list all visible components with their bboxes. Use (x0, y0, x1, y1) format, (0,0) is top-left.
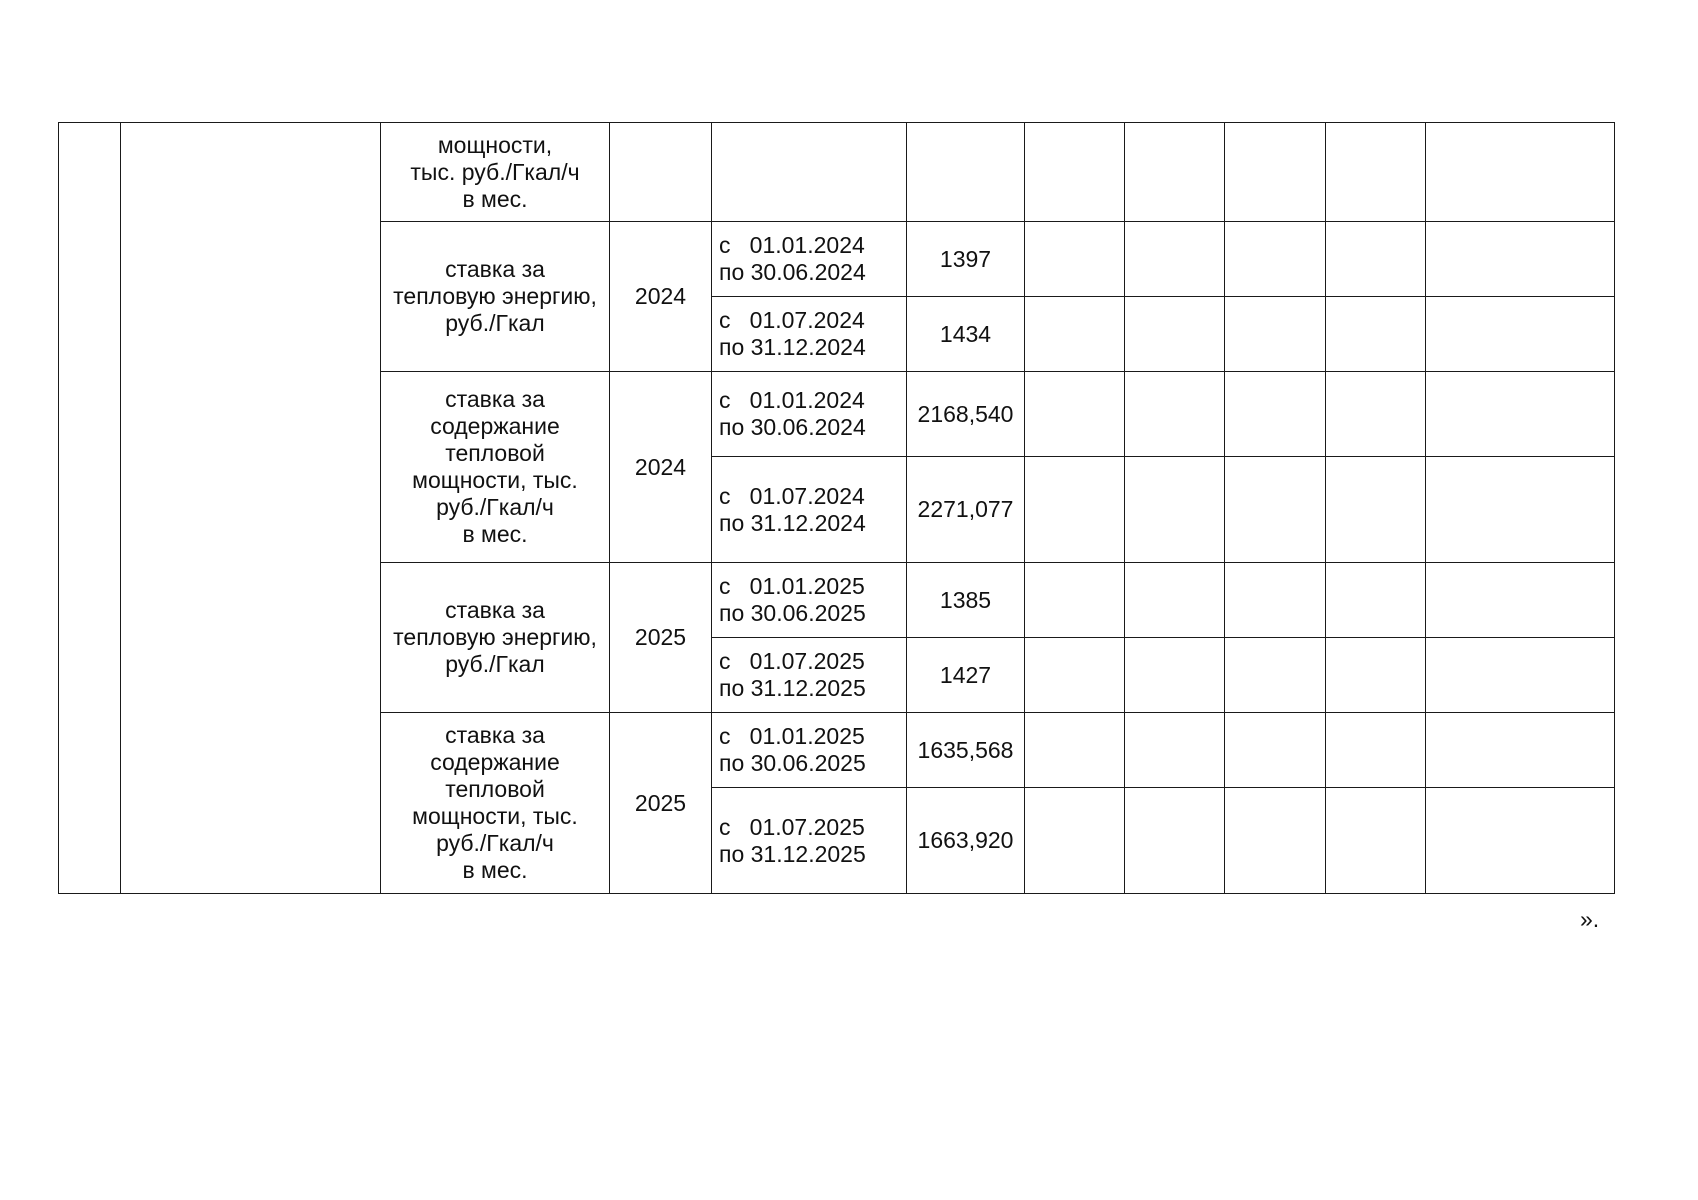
empty-cell (1326, 222, 1426, 297)
value-cell: 1635,568 (907, 713, 1025, 788)
period-cell: с 01.07.2024 по 31.12.2024 (712, 297, 907, 372)
empty-cell (1426, 123, 1615, 222)
row-number-cell (59, 123, 121, 894)
empty-cell (1426, 638, 1615, 713)
tariff-table-body (59, 123, 1615, 894)
empty-cell (1025, 123, 1125, 222)
tariff-cell: ставка за содержание тепловой мощности, тыс. руб./Гкал/ч в мес. (381, 372, 610, 563)
period-cell: с 01.07.2024 по 31.12.2024 (712, 457, 907, 563)
empty-cell (1225, 788, 1326, 894)
year-cell: 2024 (610, 372, 712, 563)
empty-cell (1326, 297, 1426, 372)
empty-cell (1426, 788, 1615, 894)
value-cell: 1385 (907, 563, 1025, 638)
empty-cell (1326, 457, 1426, 563)
value-cell: 1427 (907, 638, 1025, 713)
empty-cell (1426, 563, 1615, 638)
empty-cell (1426, 713, 1615, 788)
empty-cell (1225, 563, 1326, 638)
empty-cell (1225, 638, 1326, 713)
empty-cell (1125, 123, 1225, 222)
empty-cell (1125, 638, 1225, 713)
year-cell: 2025 (610, 713, 712, 894)
period-cell: с 01.01.2024 по 30.06.2024 (712, 222, 907, 297)
period-cell: с 01.01.2025 по 30.06.2025 (712, 713, 907, 788)
organization-cell (121, 123, 381, 894)
year-cell (610, 123, 712, 222)
closing-quote-mark: ». (1580, 906, 1600, 932)
empty-cell (1426, 297, 1615, 372)
empty-cell (1326, 563, 1426, 638)
empty-cell (1225, 123, 1326, 222)
value-cell: 1397 (907, 222, 1025, 297)
table-row (59, 123, 1615, 222)
period-cell (712, 123, 907, 222)
empty-cell (1326, 713, 1426, 788)
empty-cell (1025, 788, 1125, 894)
year-cell: 2024 (610, 222, 712, 372)
period-cell: с 01.01.2025 по 30.06.2025 (712, 563, 907, 638)
value-cell: 2168,540 (907, 372, 1025, 457)
value-cell: 1434 (907, 297, 1025, 372)
empty-cell (1025, 372, 1125, 457)
empty-cell (1025, 638, 1125, 713)
empty-cell (1125, 713, 1225, 788)
tariff-cell: ставка за тепловую энергию, руб./Гкал (381, 222, 610, 372)
empty-cell (1326, 372, 1426, 457)
tariff-cell: ставка за тепловую энергию, руб./Гкал (381, 563, 610, 713)
empty-cell (1326, 638, 1426, 713)
empty-cell (1326, 123, 1426, 222)
empty-cell (1125, 788, 1225, 894)
empty-cell (1125, 297, 1225, 372)
empty-cell (1025, 222, 1125, 297)
empty-cell (1125, 222, 1225, 297)
tariff-cell: мощности, тыс. руб./Гкал/ч в мес. (381, 123, 610, 222)
empty-cell (1125, 563, 1225, 638)
empty-cell (1426, 457, 1615, 563)
period-cell: с 01.07.2025 по 31.12.2025 (712, 638, 907, 713)
value-cell (907, 123, 1025, 222)
empty-cell (1225, 713, 1326, 788)
empty-cell (1025, 297, 1125, 372)
period-cell: с 01.01.2024 по 30.06.2024 (712, 372, 907, 457)
year-cell: 2025 (610, 563, 712, 713)
empty-cell (1025, 457, 1125, 563)
empty-cell (1225, 457, 1326, 563)
tariff-table (58, 122, 1615, 894)
value-cell: 2271,077 (907, 457, 1025, 563)
empty-cell (1225, 222, 1326, 297)
empty-cell (1125, 372, 1225, 457)
tariff-cell: ставка за содержание тепловой мощности, тыс. руб./Гкал/ч в мес. (381, 713, 610, 894)
empty-cell (1426, 372, 1615, 457)
empty-cell (1125, 457, 1225, 563)
empty-cell (1025, 563, 1125, 638)
empty-cell (1225, 372, 1326, 457)
empty-cell (1025, 713, 1125, 788)
empty-cell (1426, 222, 1615, 297)
period-cell: с 01.07.2025 по 31.12.2025 (712, 788, 907, 894)
empty-cell (1225, 297, 1326, 372)
empty-cell (1326, 788, 1426, 894)
value-cell: 1663,920 (907, 788, 1025, 894)
